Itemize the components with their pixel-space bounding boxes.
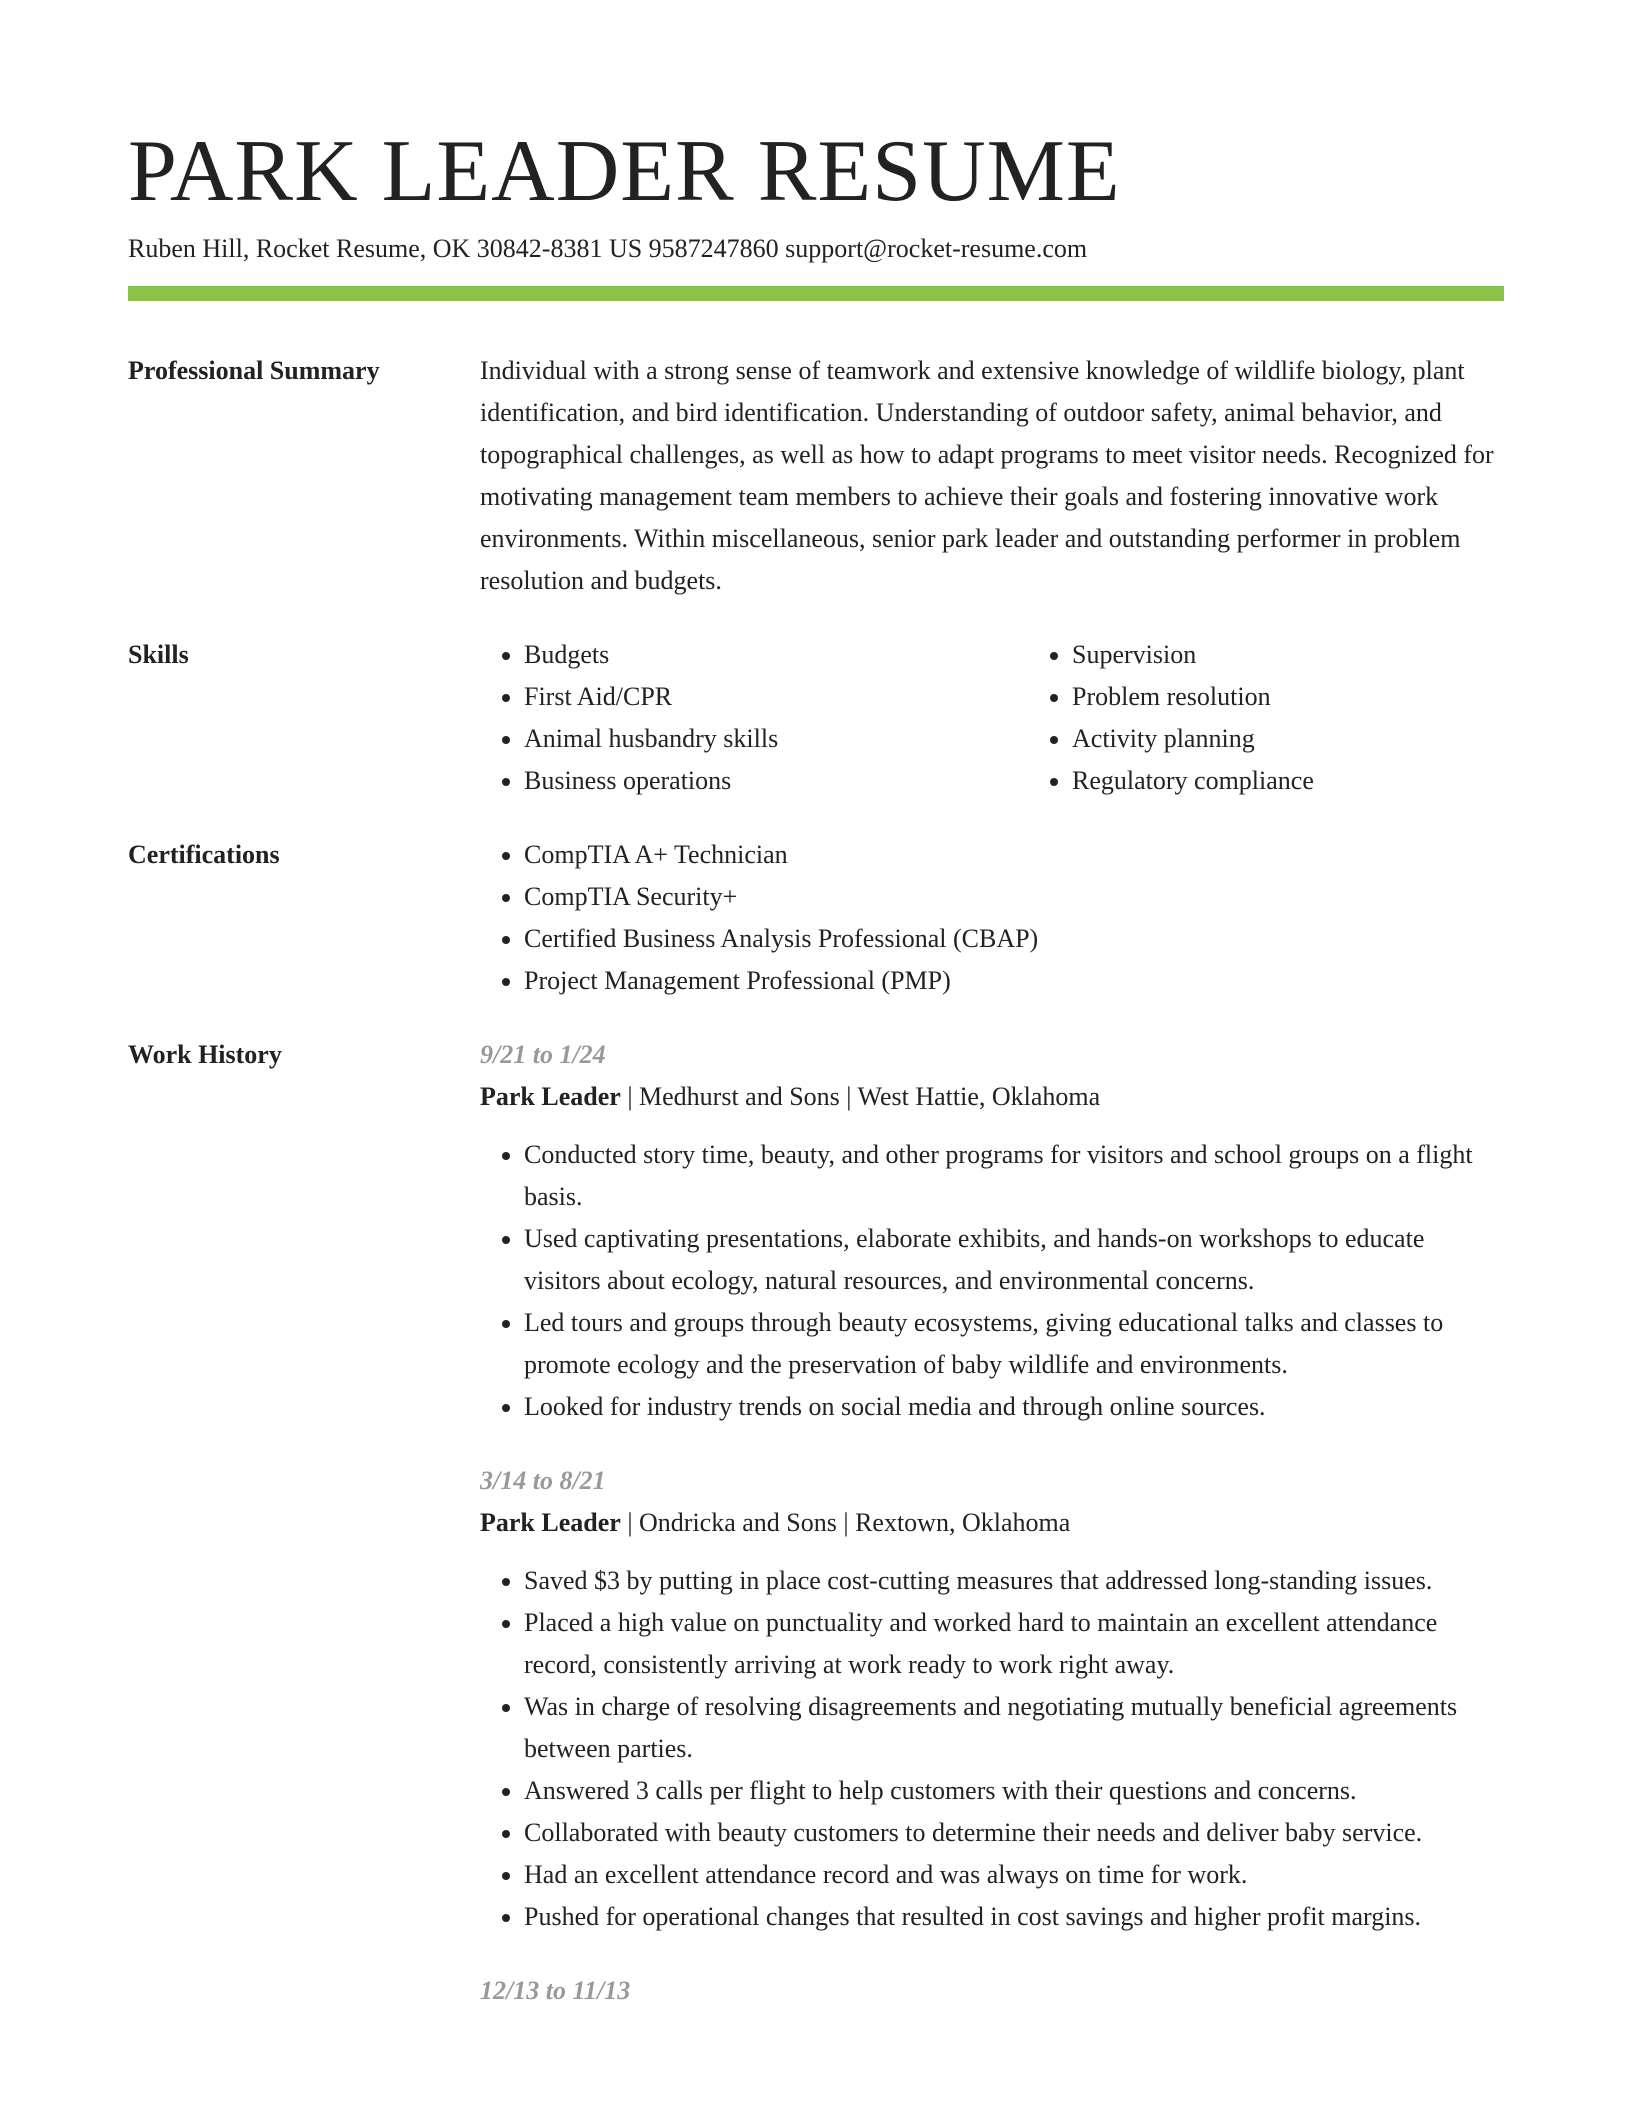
job-bullets <box>480 1134 1504 1428</box>
certification-item: • Project Management Professional (PMP) <box>524 960 1504 1002</box>
skills-heading: Skills <box>128 640 189 669</box>
job-bullet: • Had an excellent attendance record and was always on time for work. <box>524 1854 1504 1896</box>
certification-item: • CompTIA Security+ <box>524 876 1504 918</box>
resume-content <box>128 350 1504 2012</box>
summary-text: Individual with a strong sense of teamwork and extensive knowledge of wildlife biology, plant identification, and bird identification. Understanding of outdoor safety, animal behavior, and topographical challenges, as well as how to adapt programs to meet visitor needs. Recognized for motivating management team members to achieve their goals and fostering innovative work environments. Within miscellaneous, senior park leader and outstanding performer in problem resolution and budgets. <box>480 356 1494 595</box>
job-title: Park Leader <box>480 1508 621 1537</box>
job-dates: 3/14 to 8/21 <box>480 1466 606 1495</box>
work-history-heading: Work History <box>128 1040 282 1069</box>
skill-item: • Regulatory compliance <box>1072 760 1576 802</box>
skill-item: • Activity planning <box>1072 718 1576 760</box>
job-heading <box>480 1502 1504 1544</box>
job-bullet: • Looked for industry trends on social media and through online sources. <box>524 1386 1504 1428</box>
skills-list-right <box>1028 634 1576 802</box>
skill-item: • Animal husbandry skills <box>524 718 1028 760</box>
summary-heading: Professional Summary <box>128 356 380 385</box>
summary-section <box>128 350 1504 602</box>
job-bullet: • Used captivating presentations, elaborate exhibits, and hands-on workshops to educate visitors about ecology, natural resources, and environmental concerns. <box>524 1218 1504 1302</box>
job-bullet: • Answered 3 calls per flight to help customers with their questions and concerns. <box>524 1770 1504 1812</box>
job-bullet: • Led tours and groups through beauty ecosystems, giving educational talks and classes to promote ecology and the preservation of baby wildlife and environments. <box>524 1302 1504 1386</box>
skill-item: • Business operations <box>524 760 1028 802</box>
skill-item: • Budgets <box>524 634 1028 676</box>
job-entry <box>480 1460 1504 1938</box>
resume-title: PARK LEADER RESUME <box>128 123 1121 220</box>
job-dates: 9/21 to 1/24 <box>480 1040 606 1069</box>
job-bullet: • Was in charge of resolving disagreements and negotiating mutually beneficial agreements between parties. <box>524 1686 1504 1770</box>
header-divider <box>128 286 1504 301</box>
certifications-list <box>480 834 1504 1002</box>
work-history-section <box>128 1034 1504 2012</box>
skills-list-left <box>480 634 1028 802</box>
certification-item: • Certified Business Analysis Professional (CBAP) <box>524 918 1504 960</box>
skill-item: • Supervision <box>1072 634 1576 676</box>
skill-item: • First Aid/CPR <box>524 676 1028 718</box>
job-bullet: • Saved $3 by putting in place cost-cutting measures that addressed long-standing issues. <box>524 1560 1504 1602</box>
job-bullets <box>480 1560 1504 1938</box>
skills-section <box>128 634 1504 802</box>
job-entry <box>480 1034 1504 1428</box>
job-heading <box>480 1076 1504 1118</box>
job-bullet: • Placed a high value on punctuality and worked hard to maintain an excellent attendance record, consistently arriving at work ready to work right away. <box>524 1602 1504 1686</box>
job-bullet: • Conducted story time, beauty, and other programs for visitors and school groups on a flight basis. <box>524 1134 1504 1218</box>
job-dates: 12/13 to 11/13 <box>480 1976 631 2005</box>
skill-item: • Problem resolution <box>1072 676 1576 718</box>
job-entry <box>480 1970 1504 2012</box>
job-bullet: • Pushed for operational changes that resulted in cost savings and higher profit margins. <box>524 1896 1504 1938</box>
certifications-section <box>128 834 1504 1002</box>
job-employer-location: | Ondricka and Sons | Rextown, Oklahoma <box>620 1508 1071 1537</box>
job-employer-location: | Medhurst and Sons | West Hattie, Oklahoma <box>620 1082 1101 1111</box>
job-bullet: • Collaborated with beauty customers to determine their needs and deliver baby service. <box>524 1812 1504 1854</box>
contact-line: Ruben Hill, Rocket Resume, OK 30842-8381 US 9587247860 support@rocket-resume.com <box>128 234 1088 263</box>
certifications-heading: Certifications <box>128 840 280 869</box>
certification-item: • CompTIA A+ Technician <box>524 834 1504 876</box>
job-title: Park Leader <box>480 1082 621 1111</box>
